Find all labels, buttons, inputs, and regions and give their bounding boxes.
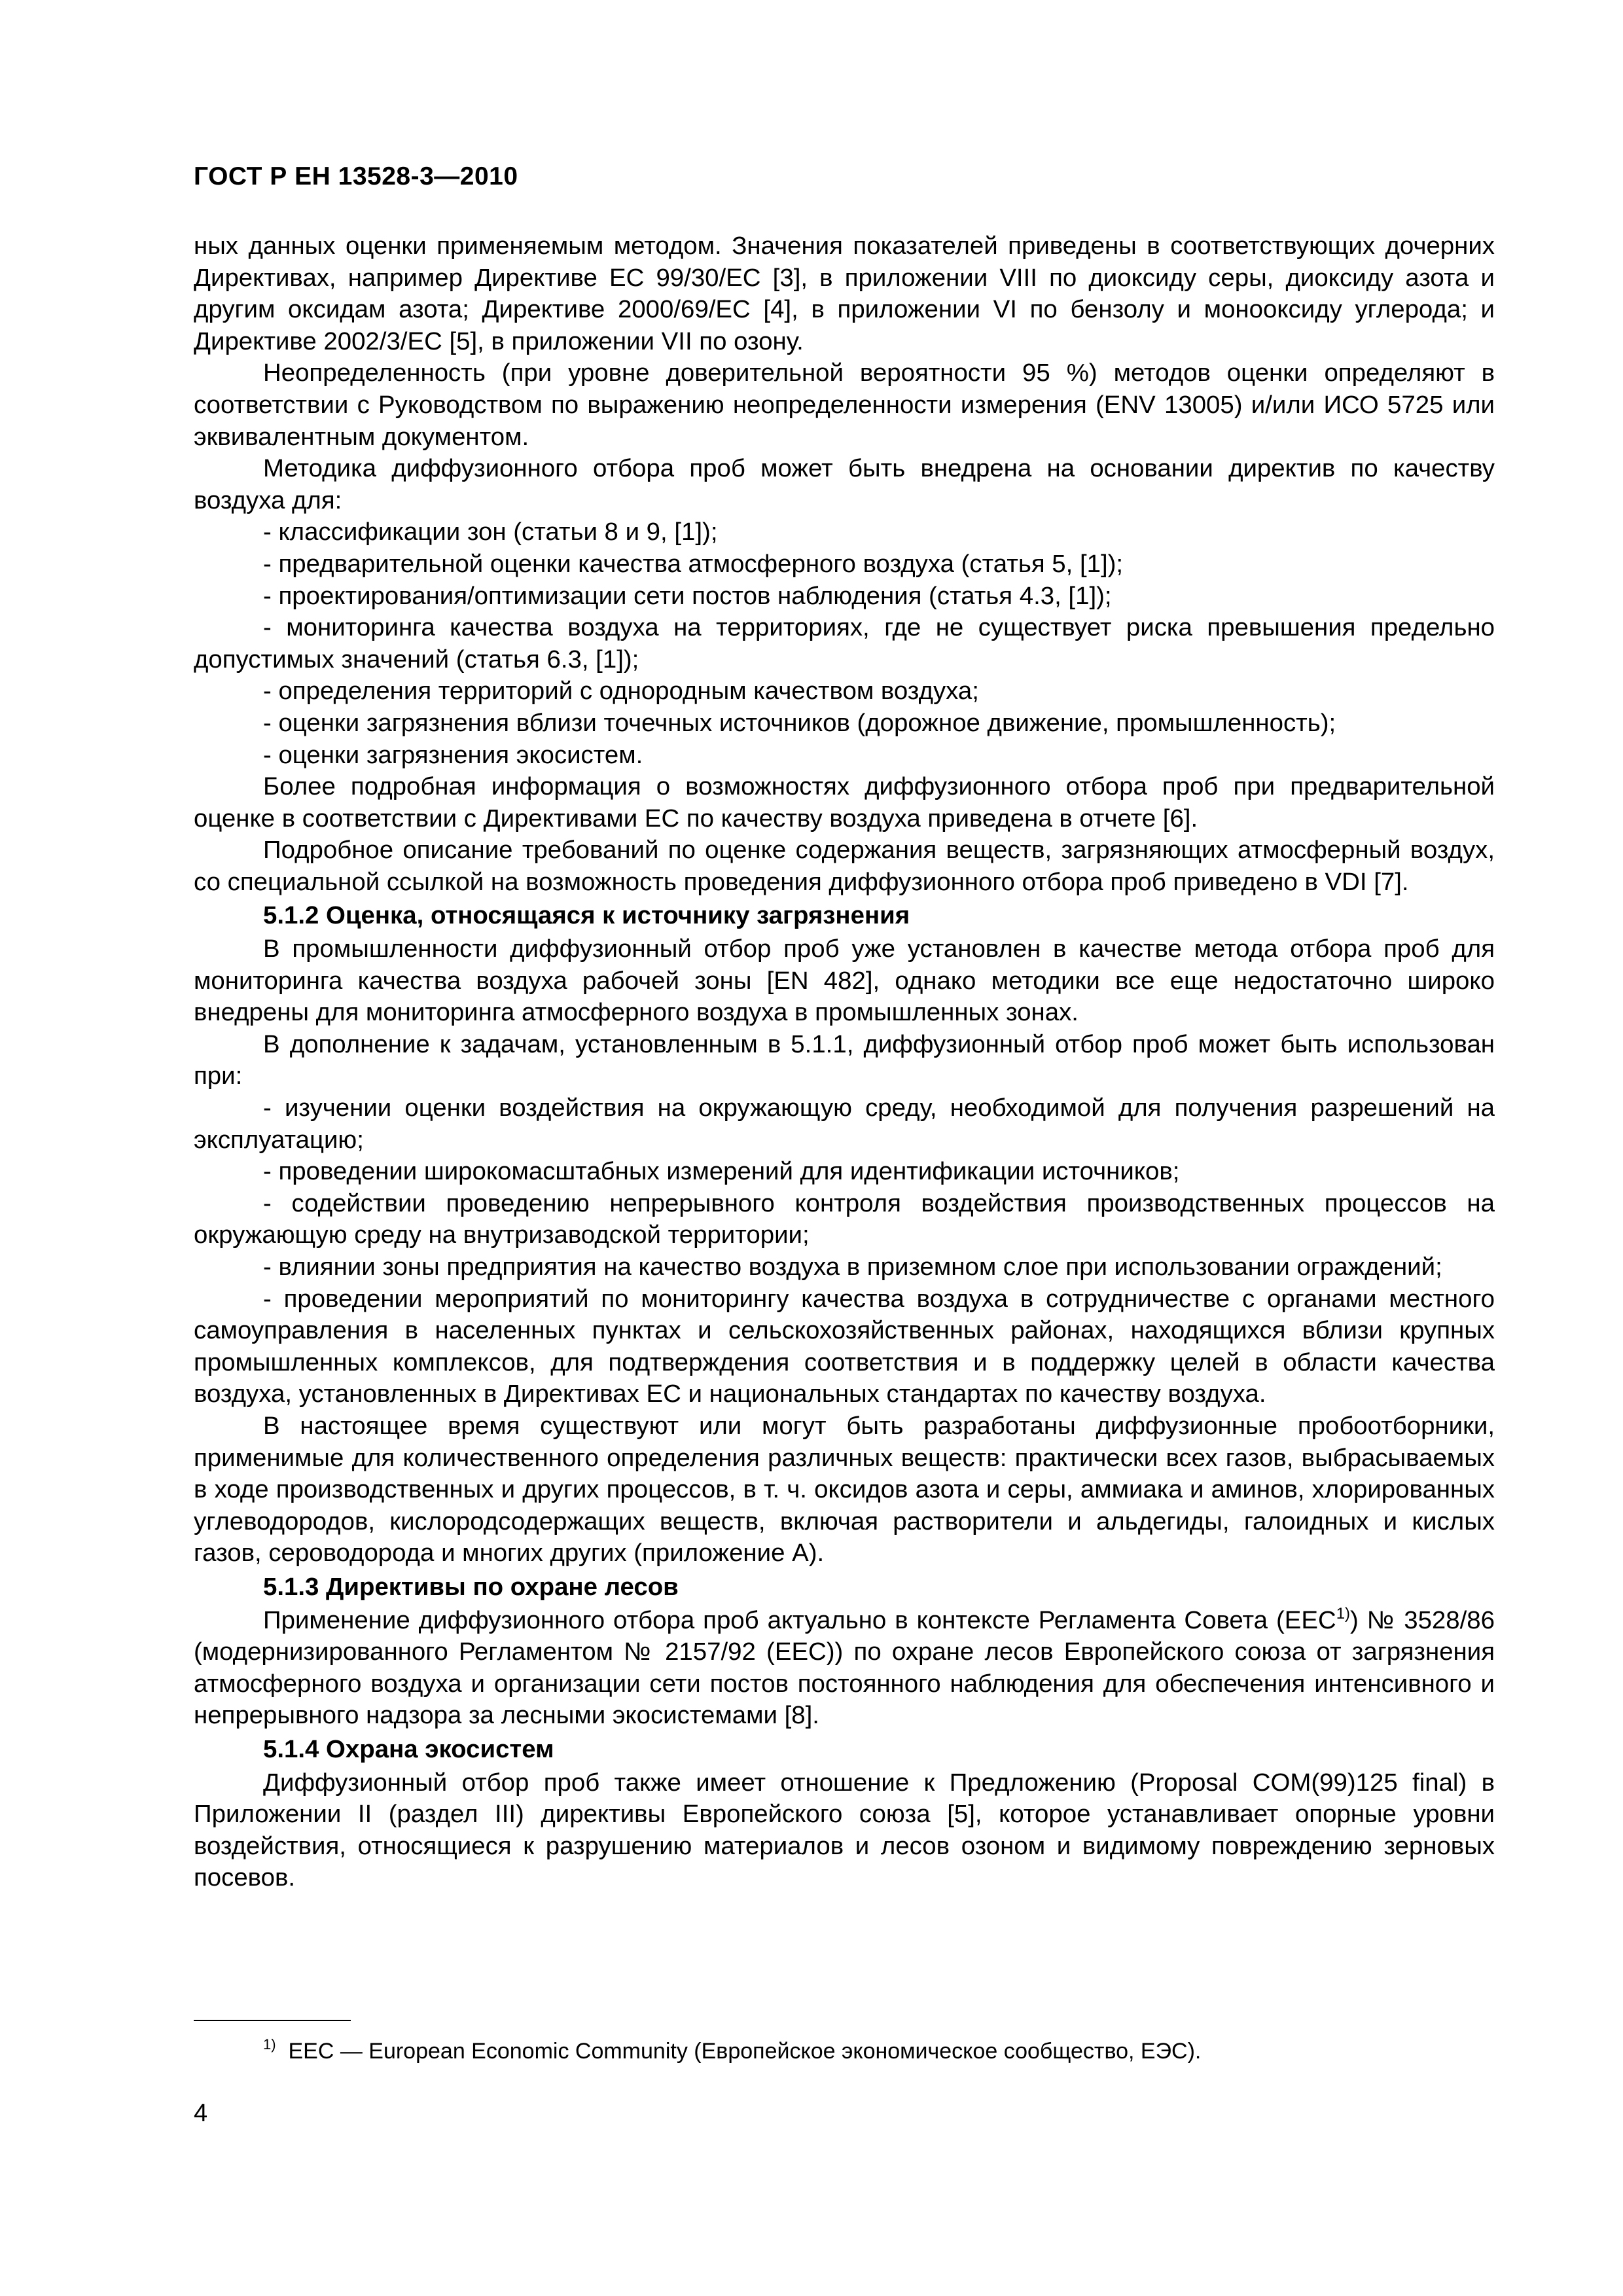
page-number: 4 — [194, 2100, 208, 2127]
paragraph: В дополнение к задачам, установленным в 5.1.1, диффузионный отбор проб может быть использован при: — [194, 1030, 1495, 1090]
list-item: - оценки загрязнения экосистем. — [263, 740, 643, 769]
list-item: - классификации зон (статьи 8 и 9, [1]); — [263, 518, 718, 547]
document-header: ГОСТ Р ЕН 13528-3—2010 — [194, 162, 518, 190]
list-item: - определения территорий с однородным качеством воздуха; — [263, 677, 979, 706]
document-body — [194, 230, 1495, 1894]
footnote-divider — [194, 2020, 351, 2021]
paragraph: Подробное описание требований по оценке содержания веществ, загрязняющих атмосферный воздух, со специальной ссылкой на возможность проведения диффузионного отбора проб приведено в VDI [7]. — [194, 836, 1495, 896]
paragraph: ных данных оценки применяемым методом. Значения показателей приведены в соответствующих дочерних Директивах, например Директиве ЕС 99/30/ЕС [3], в приложении VIII по диоксиду серы, диоксиду азота и другим оксидам азота; Директиве 2000/69/ЕС [4], в приложении VI по бензолу и монооксиду углерода; и Директиве 2002/3/ЕС [5], в приложении VII по озону. — [194, 232, 1495, 355]
list-item: - мониторинга качества воздуха на территориях, где не существует риска превышения предельно допустимых значений (статья 6.3, [1]); — [194, 613, 1495, 673]
list-item: - оценки загрязнения вблизи точечных источников (дорожное движение, промышленность); — [263, 708, 1336, 737]
list-item: - изучении оценки воздействия на окружающую среду, необходимой для получения разрешений на эксплуатацию; — [194, 1094, 1495, 1154]
paragraph: Применение диффузионного отбора проб актуально в контексте Регламента Совета (ЕЕС$^{1)}$) № 3528/86 (модернизированного Регламентом № 2157/92 (ЕЕС)) по охране лесов Европейского союза от загрязнения атмосферного воздуха и организации сети постов постоянного наблюдения для обеспечения интенсивного и непрерывного надзора за лесными экосистемами [8]. — [194, 1604, 1495, 1730]
paragraph: Диффузионный отбор проб также имеет отношение к Предложению (Proposal COM(99)125 final) в Приложении II (раздел III) директивы Европейского союза [5], которое устанавливает опорные уровни воздействия, относящиеся к разрушению материалов и лесов озоном и видимому повреждению зерновых посевов. — [194, 1768, 1495, 1892]
section-heading: 5.1.2 Оценка, относящаяся к источнику загрязнения — [263, 901, 910, 930]
list-item: - проектирования/оптимизации сети постов наблюдения (статья 4.3, [1]); — [263, 581, 1112, 610]
section-heading: 5.1.3 Директивы по охране лесов — [263, 1572, 679, 1601]
footnote-text: EEC — European Economic Community (Европейское экономическое сообщество, ЕЭС). — [288, 2039, 1202, 2064]
list-item: - влиянии зоны предприятия на качество воздуха в приземном слое при использовании ограждений; — [263, 1253, 1442, 1281]
paragraph: Методика диффузионного отбора проб может быть внедрена на основании директив по качеству воздуха для: — [194, 454, 1495, 514]
paragraph: Неопределенность (при уровне доверительной вероятности 95 %) методов оценки определяют в соответствии с Руководством по выражению неопределенности измерения (ENV 13005) и/или ИСО 5725 или эквивалентным документом. — [194, 359, 1495, 451]
paragraph: В настоящее время существуют или могут быть разработаны диффузионные пробоотборники, применимые для количественного определения различных веществ: практически всех газов, выбрасываемых в ходе производственных и других процессов, в т. ч. оксидов азота и серы, аммиака и аминов, хлорированных углеводородов, кислородсодержащих веществ, включая растворители и альдегиды, галоидных и кислых газов, сероводорода и многих других (приложение А). — [194, 1411, 1495, 1568]
section-heading: 5.1.4 Охрана экосистем — [263, 1734, 554, 1763]
list-item: - проведении широкомасштабных измерений для идентификации источников; — [263, 1157, 1180, 1186]
footnote-reference: 1) — [1336, 1604, 1351, 1623]
footnote — [263, 2037, 1201, 2066]
list-item: - содействии проведению непрерывного контроля воздействия производственных процессов на окружающую среду на внутризаводской территории; — [194, 1189, 1495, 1249]
paragraph: В промышленности диффузионный отбор проб уже установлен в качестве метода отбора проб для мониторинга качества воздуха рабочей зоны [EN 482], однако методики все еще недостаточно широко внедрены для мониторинга атмосферного воздуха в промышленных зонах. — [194, 935, 1495, 1027]
list-item: - предварительной оценки качества атмосферного воздуха (статья 5, [1]); — [263, 549, 1124, 578]
list-item: - проведении мероприятий по мониторингу качества воздуха в сотрудничестве с органами местного самоуправления в населенных пунктах и сельскохозяйственных районах, находящихся вблизи крупных промышленных комплексов, для подтверждения соответствия и в поддержку целей в области качества воздуха, установленных в Директивах ЕС и национальных стандартах по качеству воздуха. — [194, 1284, 1495, 1408]
footnote-mark: 1) — [263, 2036, 276, 2053]
paragraph: Более подробная информация о возможностях диффузионного отбора проб при предварительной оценке в соответствии с Директивами ЕС по качеству воздуха приведена в отчете [6]. — [194, 772, 1495, 833]
